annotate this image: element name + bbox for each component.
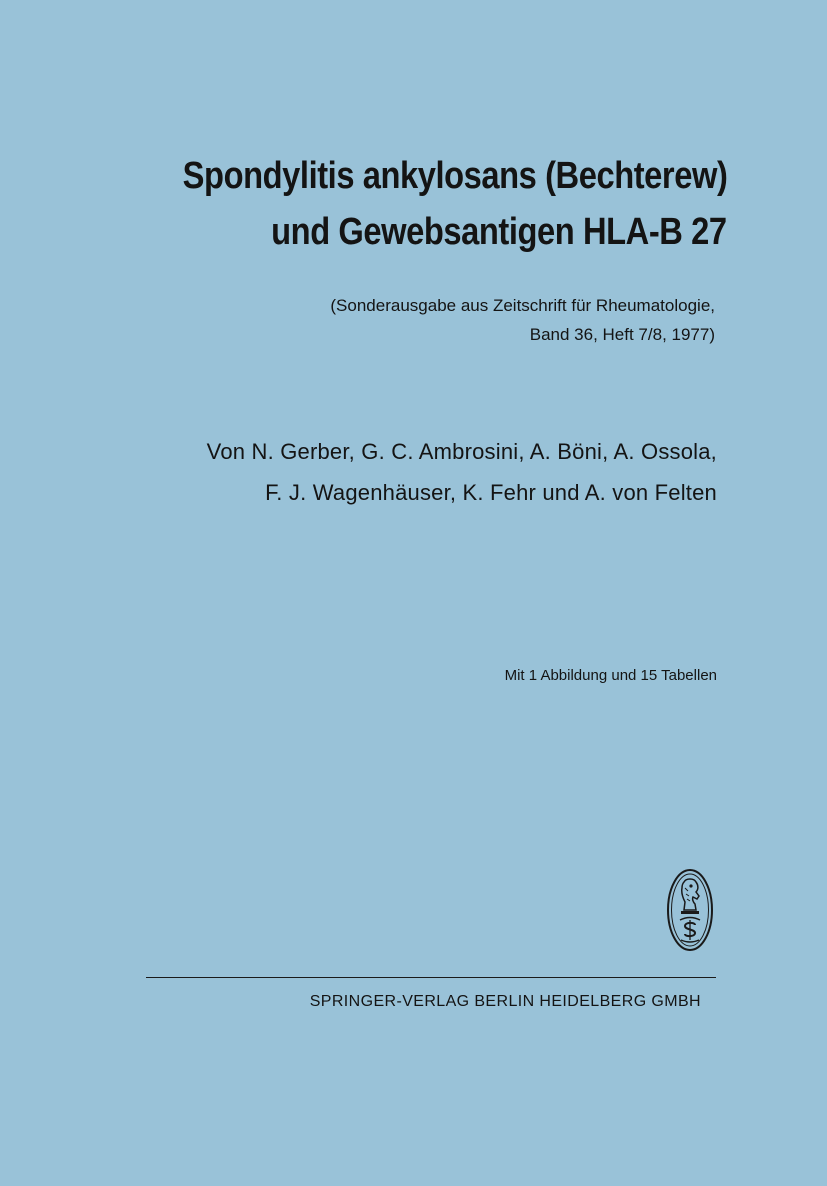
title-line-2: und Gewebsantigen HLA-B 27 — [271, 211, 727, 253]
authors-line-2: F. J. Wagenhäuser, K. Fehr und A. von Felten — [265, 480, 717, 505]
springer-logo-icon — [666, 868, 714, 952]
illustrations-note: Mit 1 Abbildung und 15 Tabellen — [504, 667, 717, 684]
subtitle-line-2: Band 36, Heft 7/8, 1977) — [529, 325, 715, 344]
subtitle-line-1: (Sonderausgabe aus Zeitschrift für Rheumatologie, — [330, 296, 715, 315]
title-line-1: Spondylitis ankylosans (Bechterew) — [182, 155, 727, 197]
publisher-name: SPRINGER-VERLAG BERLIN HEIDELBERG GMBH — [309, 993, 701, 1010]
authors-line-1: Von N. Gerber, G. C. Ambrosini, A. Böni, A. Ossola, — [206, 439, 717, 464]
divider-rule — [146, 977, 716, 978]
